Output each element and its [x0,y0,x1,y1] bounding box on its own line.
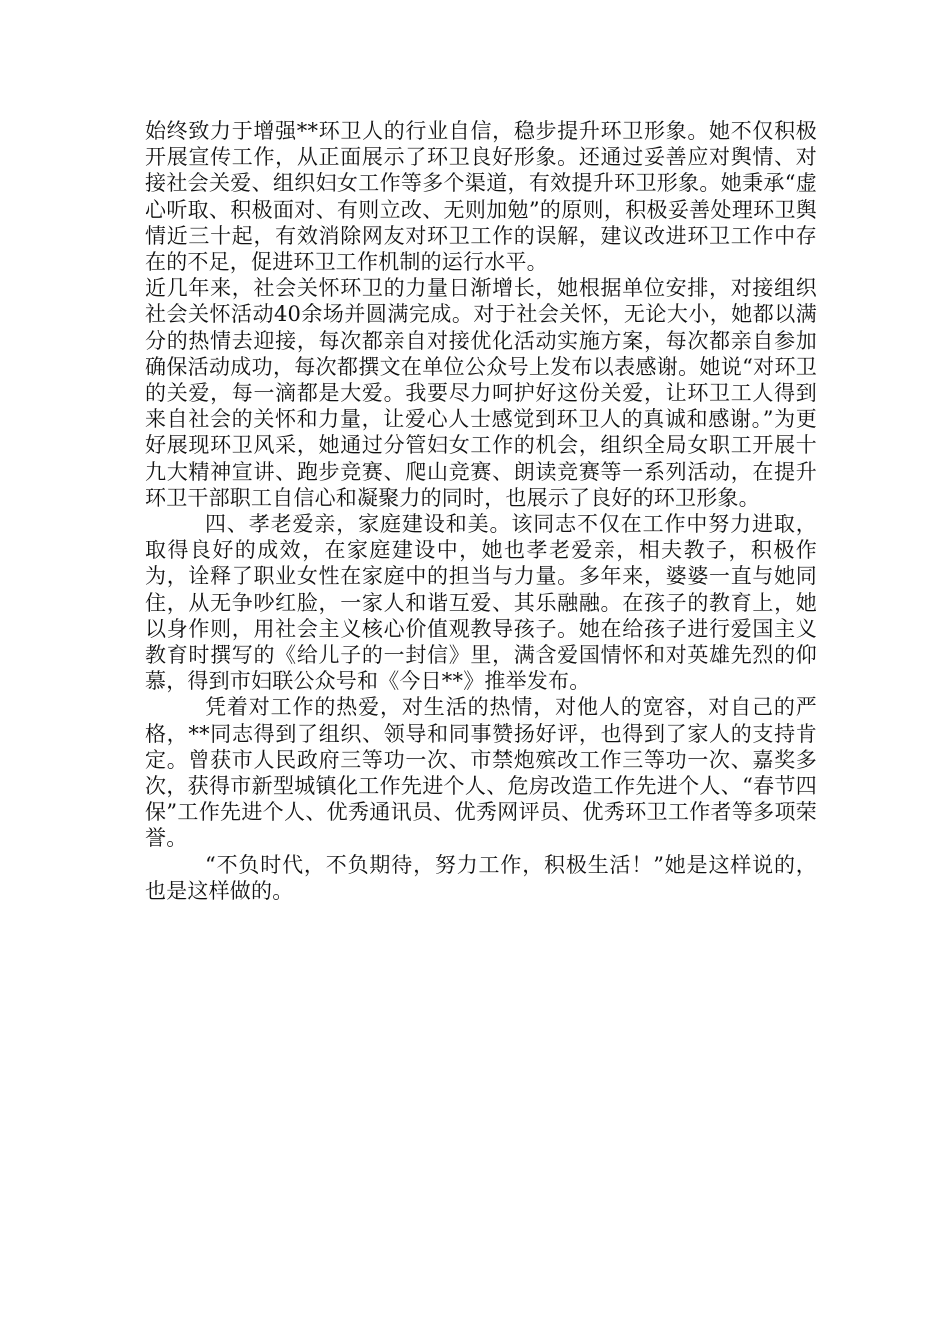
paragraph-2: 近几年来，社会关怀环卫的力量日渐增长，她根据单位安排，对接组织社会关怀活动40余场并圆满完成。对于社会关怀，无论大小，她都以满分的热情去迎接，每次都亲自对接优化活动实施方案，每次都亲自参加确保活动成功，每次都撰文在单位公众号上发布以表感谢。她说“对环卫的关爱，每一滴都是大爱。我要尽力呵护好这份关爱，让环卫工人得到来自社会的关怀和力量，让爱心人士感觉到环卫人的真诚和感谢。”为更好展现环卫风采，她通过分管妇女工作的机会，组织全局女职工开展十九大精神宣讲、跑步竞赛、爬山竞赛、朗读竞赛等一系列活动，在提升环卫干部职工自信心和凝聚力的同时，也展示了良好的环卫形象。 [145,276,817,510]
paragraph-4: 凭着对工作的热爱，对生活的热情，对他人的宽容，对自己的严格，**同志得到了组织、领导和同事赞扬好评，也得到了家人的支持肯定。曾获市人民政府三等功一次、市禁炮殡改工作三等功一次、嘉奖多次，获得市新型城镇化工作先进个人、危房改造工作先进个人、“春节四保”工作先进个人、优秀通讯员、优秀网评员、优秀环卫工作者等多项荣誉。 [145,695,817,851]
paragraph-1: 始终致力于增强**环卫人的行业自信，稳步提升环卫形象。她不仅积极开展宣传工作，从正面展示了环卫良好形象。还通过妥善应对舆情、对接社会关爱、组织妇女工作等多个渠道，有效提升环卫形象。她秉承“虚心听取、积极面对、有则立改、无则加勉”的原则，积极妥善处理环卫舆情近三十起，有效消除网友对环卫工作的误解，建议改进环卫工作中存在的不足，促进环卫工作机制的运行水平。 [145,119,817,275]
paragraph-3: 四、孝老爱亲，家庭建设和美。该同志不仅在工作中努力进取，取得良好的成效，在家庭建设中，她也孝老爱亲，相夫教子，积极作为，诠释了职业女性在家庭中的担当与力量。多年来，婆婆一直与她同住，从无争吵红脸，一家人和谐互爱、其乐融融。在孩子的教育上，她以身作则，用社会主义核心价值观教导孩子。她在给孩子进行爱国主义教育时撰写的《给儿子的一封信》里，满含爱国情怀和对英雄先烈的仰慕，得到市妇联公众号和《今日**》推举发布。 [145,512,817,694]
document-body [145,118,817,904]
paragraph-5: “不负时代，不负期待，努力工作，积极生活！”她是这样说的，也是这样做的。 [145,852,817,903]
